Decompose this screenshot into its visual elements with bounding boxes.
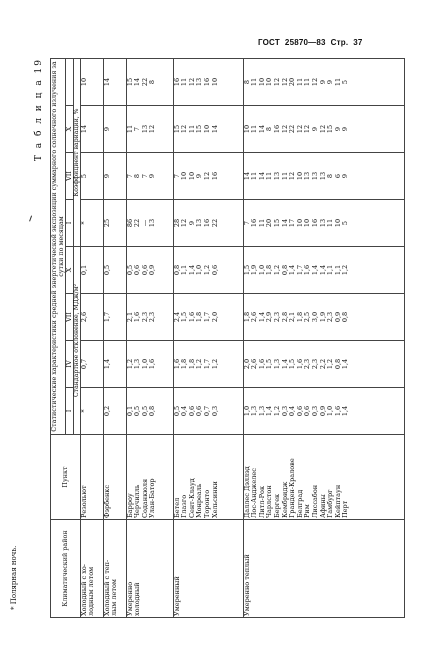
col-point: Пункт xyxy=(51,435,81,520)
sub-std: Стандартное отклонение, МДж/м² xyxy=(73,247,81,435)
page-number: 37 xyxy=(353,38,363,47)
cv-value-cell: 86 22 — 13 xyxy=(126,200,173,247)
cv-value-cell: 9 xyxy=(103,153,126,200)
point-name: Гранден-Кралове xyxy=(288,458,297,518)
climate-cell: Холодный с теп- лым летом xyxy=(103,520,126,618)
cv-value-cell: 14 xyxy=(103,59,126,106)
month-a-1: IV xyxy=(65,341,73,388)
sub-cv: Коэффициент вариации, % xyxy=(73,59,81,247)
std-value-cell: 0,2 xyxy=(103,388,126,435)
point-cell xyxy=(173,435,243,520)
std-value-cell: 2,4 1,5 1,6 1,8 1,7 2,0 xyxy=(173,294,243,341)
std-value-cell: 1,0 1,3 1,3 1,4 1,2 0,3 0,4 0,6 0,6 0,3 0,9 1,0 1,6 1,4 xyxy=(243,388,404,435)
point-name: Резольют xyxy=(80,485,89,518)
cv-value-cell: 14 xyxy=(81,106,104,153)
gost-label: ГОСТ xyxy=(258,38,280,47)
point-name: Лиссабон xyxy=(311,484,320,518)
cv-value-cell: 7 16 11 20 15 14 17 10 10 16 13 11 10 5 xyxy=(243,200,404,247)
climate-cell: Холодный с хо- лодным летом xyxy=(81,520,104,618)
table-row xyxy=(243,59,404,618)
footnote: * Полярная ночь. xyxy=(10,545,18,610)
point-name: Кембридж xyxy=(280,481,289,518)
cv-value-cell: 15 12 11 15 10 14 xyxy=(173,106,243,153)
std-value-cell: 1,5 1,9 1,0 1,8 1,2 0,8 1,4 1,7 1,6 1,4 1,4 1,1 1,1 1,2 xyxy=(243,247,404,294)
std-value-cell: 2,1 1,6 2,3 2,3 xyxy=(126,294,173,341)
std-value-cell: 0,1 0,5 0,5 0,8 xyxy=(126,388,173,435)
page-header xyxy=(258,38,368,47)
cv-value-cell: 14 11 14 11 13 11 12 10 13 13 13 8 6 9 xyxy=(243,153,404,200)
point-name: Белград xyxy=(295,489,304,518)
cv-value-cell: 11 7 13 12 xyxy=(126,106,173,153)
std-value-cell: 1,4 xyxy=(103,341,126,388)
cv-value-cell: 9 xyxy=(103,106,126,153)
col-group: Статистические характеристики средней энергетической экспозиции суммарного солнечного излучения за сутки по месяцам xyxy=(51,59,66,435)
cv-value-cell: 28 12 9 13 16 22 xyxy=(173,200,243,247)
point-cell xyxy=(103,435,126,520)
point-name: Торонто xyxy=(203,489,212,518)
point-name: Чарлстон xyxy=(265,485,274,518)
cv-value-cell: 10 11 14 8 16 12 22 12 12 9 12 15 9 9 xyxy=(243,106,404,153)
cv-value-cell: 5 xyxy=(81,153,104,200)
point-name: Черчилль xyxy=(133,484,142,518)
point-name: Кейптаун xyxy=(333,484,342,518)
point-name: Улан-Батор xyxy=(148,478,157,518)
point-name: Рим xyxy=(303,504,312,518)
rotated-table xyxy=(34,58,405,618)
cv-value-cell: 8 11 10 10 12 12 20 11 11 12 9 9 11 5 xyxy=(243,59,404,106)
cv-value-cell: 7 8 7 9 xyxy=(126,153,173,200)
climate-cell: Умеренно холодный xyxy=(126,520,173,618)
table-caption: Т а б л и ц а 19 xyxy=(34,58,44,162)
std-value-cell: 0,5 0,4 0,6 0,6 0,7 0,3 xyxy=(173,388,243,435)
month-b-1: VII xyxy=(65,153,73,200)
std-value-cell: 2,0 2,6 1,6 1,5 1,3 1,4 1,5 1,6 2,3 2,3 2,2 1,2 0,8 1,4 xyxy=(243,341,404,388)
cv-value-cell: 16 11 12 13 16 10 xyxy=(173,59,243,106)
gost-number: 25870—83 xyxy=(284,38,326,47)
point-name: Сент-Клауд xyxy=(187,478,196,518)
cv-value-cell: * xyxy=(81,200,104,247)
cv-value-cell: 25 xyxy=(103,200,126,247)
point-name: Бергек xyxy=(273,493,282,518)
table-row xyxy=(173,59,243,618)
point-name: Афины xyxy=(318,494,327,518)
point-name: Барроу xyxy=(125,493,134,518)
std-value-cell: 0,8 1,1 1,4 1,0 1,2 0,6 xyxy=(173,247,243,294)
std-value-cell: 1,7 xyxy=(103,294,126,341)
point-cell xyxy=(243,435,404,520)
cv-value-cell: 15 14 22 8 xyxy=(126,59,173,106)
table-row xyxy=(103,59,126,618)
point-name: Даллес Дэллэд xyxy=(242,466,251,518)
climate-cell: Умеренный xyxy=(173,520,243,618)
point-name: Хельсинки xyxy=(210,481,219,518)
data-table xyxy=(50,58,405,618)
std-value-cell: 1,8 2,6 1,4 2,9 2,3 2,8 2,1 1,8 2,5 3,0 1,9 2,3 0,9 0,8 xyxy=(243,294,404,341)
point-name: Перт xyxy=(341,500,350,518)
std-value-cell: 2,6 xyxy=(81,294,104,341)
table-row xyxy=(126,59,173,618)
month-a-3: X xyxy=(65,247,73,294)
point-cell xyxy=(81,435,104,520)
point-cell xyxy=(126,435,173,520)
point-name: Бетел xyxy=(172,497,181,518)
table-body xyxy=(81,59,405,618)
std-value-cell: 0,7 xyxy=(81,341,104,388)
month-b-x2 xyxy=(65,59,73,106)
month-b-2: X xyxy=(65,106,73,153)
month-a-0: I xyxy=(65,388,73,435)
std-value-cell: 0,1 xyxy=(81,247,104,294)
point-name: Соданкюля xyxy=(140,478,149,518)
point-name: Лос-Анджелес xyxy=(250,468,259,518)
point-name: Литл-Рок xyxy=(257,485,266,518)
table-row xyxy=(81,59,104,618)
std-value-cell: * xyxy=(81,388,104,435)
std-value-cell: 1,6 1,8 1,8 1,2 1,7 1,2 xyxy=(173,341,243,388)
point-name: Фэрбенкс xyxy=(102,485,111,518)
point-name: Гамбург xyxy=(326,489,335,518)
page-label: Стр. xyxy=(330,38,349,47)
cv-value-cell: 10 xyxy=(81,59,104,106)
std-value-cell: 1,2 1,3 1,0 1,6 xyxy=(126,341,173,388)
std-value-cell: 0,5 xyxy=(103,247,126,294)
month-b-0: I xyxy=(65,200,73,247)
point-name: Глазго xyxy=(180,494,189,518)
col-climate: Климатический район xyxy=(51,520,81,618)
cv-value-cell: 7 10 10 9 12 16 xyxy=(173,153,243,200)
month-a-2: VII xyxy=(65,294,73,341)
std-value-cell: 0,5 0,6 0,6 0,9 xyxy=(126,247,173,294)
climate-cell: Умеренно теплый xyxy=(243,520,404,618)
point-name: Монреаль xyxy=(195,483,204,518)
scan-mark xyxy=(29,215,35,222)
